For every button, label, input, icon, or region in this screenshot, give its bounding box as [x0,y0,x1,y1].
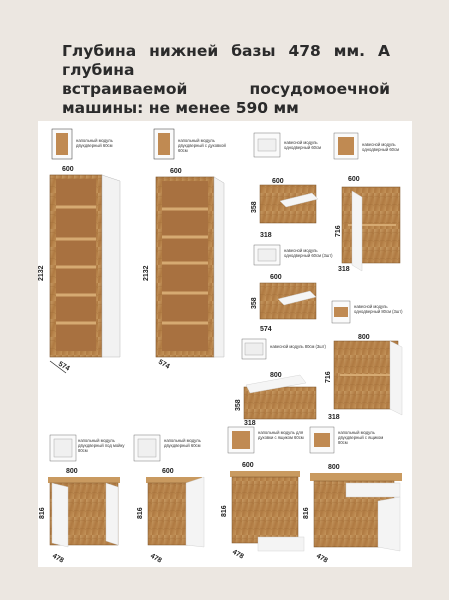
dim-600-b: 600 [170,168,182,175]
dim-358-a: 358 [251,201,258,213]
dim-600-a: 600 [62,166,74,173]
dim-318-c: 318 [328,414,340,421]
module-label-base-2: напольный модуль двухдверный 60см [164,438,201,448]
dim-478-b: 478 [149,552,163,565]
header-line-1: Глубина нижней базы 478 мм. А глубина [62,42,390,79]
wall-cabinet-2 [342,187,400,271]
dim-800-d: 800 [328,464,340,471]
wall-cabinet-5 [334,341,402,415]
dim-816-d: 816 [303,507,310,519]
module-label-wall-4: навесной модуль 80см (3шт) [270,344,326,349]
dim-318-a: 318 [260,232,272,239]
dim-318-b: 318 [338,266,350,273]
module-label-wall-1: навесной модуль однодверный 60см [284,140,321,150]
dim-358-c: 358 [235,399,242,411]
dim-478-a: 478 [51,552,65,565]
header-line-2: встраиваемой посудомоечной [62,80,390,98]
catalog-drawing [38,121,412,567]
dim-600-g: 600 [242,462,254,469]
dim-318-d: 318 [244,420,256,427]
dim-600-e: 600 [270,274,282,281]
base-cabinet-4 [310,473,402,551]
module-label-base-1: напольный модуль двухдверный под мойку 80см [78,438,125,453]
module-label-wall-3: навесной модуль однодверный 60см (3шт) [284,248,333,258]
header-line-3: машины: не менее 590 мм [62,99,299,117]
dim-2132-a: 2132 [38,265,45,281]
base-cabinet-2 [146,477,204,547]
base-cabinet-1 [48,477,120,547]
header-text [62,42,390,118]
dim-600-d: 600 [348,176,360,183]
module-label-base-3: напольный модуль для духовки с ящиком 60см [258,430,304,440]
dim-716-b: 716 [325,371,332,383]
dim-800-a: 800 [358,334,370,341]
module-label-base-4: напольный модуль двухдверный с ящиком 80см [338,430,384,445]
dim-816-c: 816 [221,505,228,517]
dim-478-c: 478 [231,548,245,561]
dim-800-c: 800 [66,468,78,475]
tall-cabinet-1 [50,175,120,373]
dim-2132-b: 2132 [143,265,150,281]
module-label-tall-2: напольный модуль двухдверный с духовкой 60см [178,138,226,153]
dim-600-c: 600 [272,178,284,185]
dim-800-b: 800 [270,372,282,379]
wall-cabinet-4 [244,375,316,419]
dim-600-f: 600 [162,468,174,475]
dim-478-d: 478 [315,552,329,565]
dim-358-b: 358 [251,297,258,309]
module-label-wall-2: навесной модуль однодверный 60см [362,142,399,152]
tall-cabinet-2 [156,177,224,357]
dim-574-c: 574 [260,326,272,333]
dim-816-a: 816 [39,507,46,519]
wall-cabinet-1 [260,185,318,223]
base-cabinet-3 [230,471,304,551]
dim-816-b: 816 [137,507,144,519]
module-label-wall-5: навесной модуль однодверный 80см (3шт) [354,304,403,314]
furniture-catalog-image [38,121,412,567]
dim-574-b: 574 [157,358,171,371]
dim-716-a: 716 [335,225,342,237]
module-label-tall-1: напольный модуль двухдверный 60см [76,138,113,148]
wall-cabinet-3 [260,283,316,319]
dim-574-a: 574 [57,360,71,373]
